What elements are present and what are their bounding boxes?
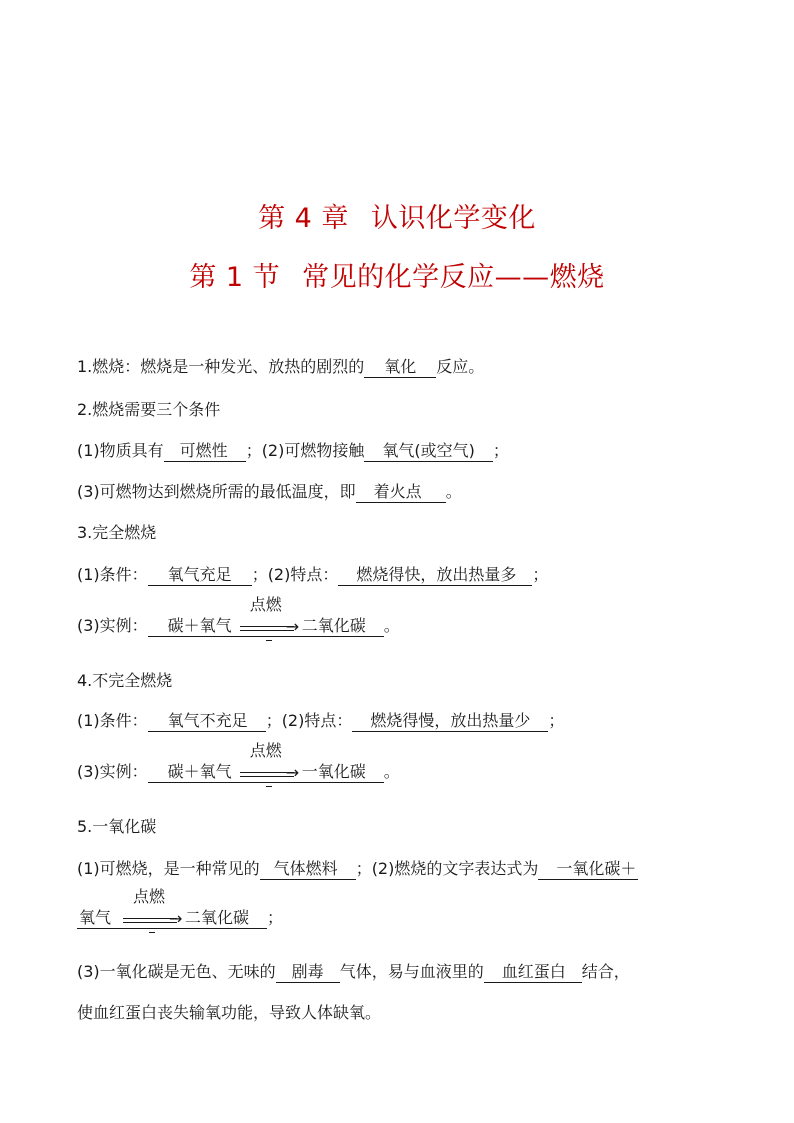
answer-blank: 氧化 <box>364 357 436 378</box>
line-2: 2.燃烧需要三个条件 <box>77 400 221 419</box>
line-7: (3)实例： 碳＋氧气 点燃 → 二氧化碳 。 <box>77 614 400 637</box>
answer-blank: 一氧化碳＋ <box>538 859 638 880</box>
line-1: 1.燃烧：燃烧是一种发光、放热的剧烈的 氧化 反应。 <box>77 357 485 376</box>
section-number: 第 1 节 <box>189 262 281 293</box>
line-14: (3)一氧化碳是无色、无味的 剧毒 气体，易与血液里的 血红蛋白 结合， <box>77 962 630 981</box>
line-6: (1)条件： 氧气充足 ；(2)特点： 燃烧得快，放出热量多 ； <box>77 565 549 584</box>
line-3: (1)物质具有 可燃性 ；(2)可燃物接触 氧气(或空气) ； <box>77 441 509 460</box>
section-name: 常见的化学反应——燃烧 <box>302 262 605 293</box>
line-13: 氧气 点燃 → 二氧化碳 ； <box>77 906 283 929</box>
chapter-name: 认识化学变化 <box>370 203 536 234</box>
answer-blank: 碳＋氧气 点燃 → 一氧化碳 <box>148 760 384 783</box>
line-9: (1)条件： 氧气不充足 ；(2)特点： 燃烧得慢，放出热量少 ； <box>77 711 565 730</box>
answer-blank: 氧气充足 <box>148 565 252 586</box>
answer-blank: 氧气 点燃 → 二氧化碳 <box>77 906 267 929</box>
line-4: (3)可燃物达到燃烧所需的最低温度，即 着火点 。 <box>77 482 462 501</box>
answer-blank: 燃烧得慢，放出热量少 <box>352 711 548 732</box>
line-8: 4.不完全燃烧 <box>77 671 173 690</box>
answer-blank: 氧气不充足 <box>148 711 266 732</box>
line-12: (1)可燃烧，是一种常见的 气体燃料 ；(2)燃烧的文字表达式为 一氧化碳＋ <box>77 859 637 878</box>
reaction-arrow: 点燃 → <box>123 906 185 928</box>
reaction-arrow: 点燃 → <box>240 760 302 782</box>
answer-blank: 血红蛋白 <box>484 962 582 983</box>
answer-blank: 碳＋氧气 点燃 → 二氧化碳 <box>148 614 384 637</box>
line-15: 使血红蛋白丧失输氧功能，导致人体缺氧。 <box>77 1003 382 1022</box>
chapter-number: 第 4 章 <box>258 203 349 234</box>
line-11: 5.一氧化碳 <box>77 817 157 836</box>
answer-blank: 剧毒 <box>276 962 340 983</box>
answer-blank: 可燃性 <box>164 441 246 462</box>
answer-blank: 燃烧得快，放出热量多 <box>338 565 532 586</box>
answer-blank: 氧气(或空气) <box>364 441 493 462</box>
section-title <box>0 255 794 294</box>
reaction-arrow: 点燃 → <box>240 614 302 636</box>
line-10: (3)实例： 碳＋氧气 点燃 → 一氧化碳 。 <box>77 760 400 783</box>
answer-blank: 气体燃料 <box>260 859 356 880</box>
answer-blank: 着火点 <box>356 482 446 503</box>
line-5: 3.完全燃烧 <box>77 523 157 542</box>
chapter-title <box>0 196 794 235</box>
